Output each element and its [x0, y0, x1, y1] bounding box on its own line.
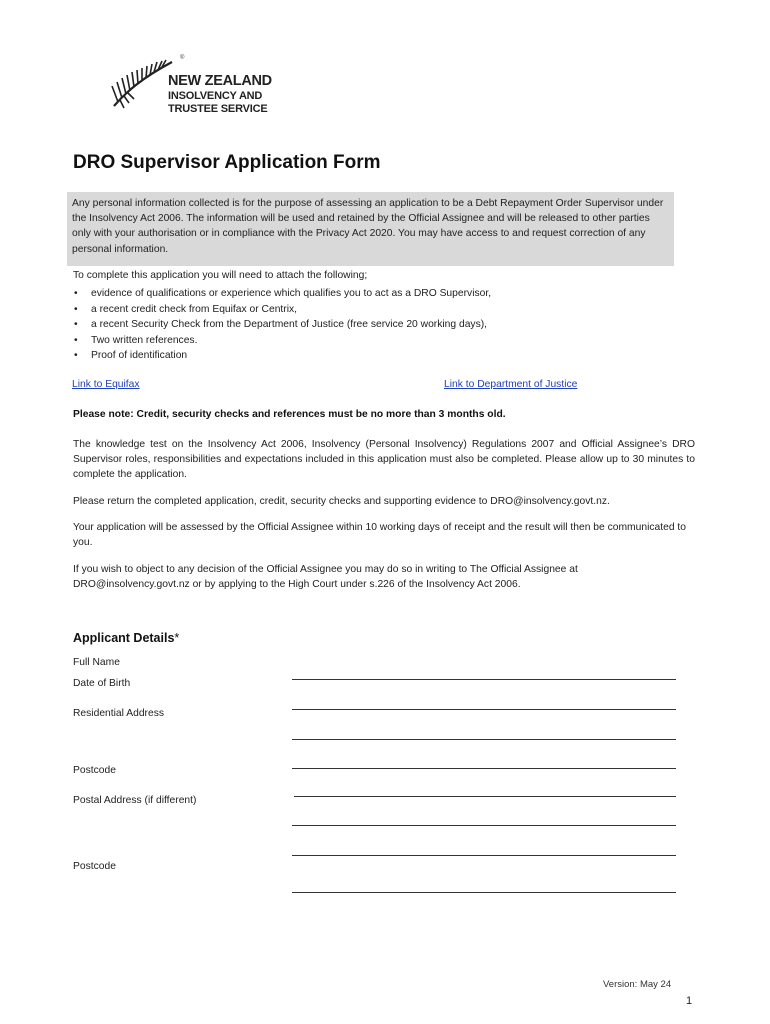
objection-paragraph: If you wish to object to any decision of the Official Assignee you may do so in writing to The Official Assignee at DRO@insolvency.govt.nz or by applying to the High Court under s.226 of the Insolvency Act 2006. — [73, 564, 578, 591]
list-item: • a recent credit check from Equifax or Centrix, — [73, 302, 491, 318]
justice-link[interactable]: Link to Department of Justice — [444, 379, 578, 390]
full-name-field[interactable] — [292, 679, 676, 680]
residential-address-label: Residential Address — [73, 708, 165, 719]
list-item: • evidence of qualifications or experience which qualifies you to act as a DRO Supervisor, — [73, 286, 491, 302]
section-title: Applicant Details — [73, 631, 175, 645]
applicant-details-heading — [73, 631, 179, 645]
privacy-notice: Any personal information collected is for the purpose of assessing an application to be a Debt Repayment Order Supervisor under the Insolvency Act 2006. The information will be used and retained by the Official Assignee and will be released to other parties only with your authorisation or in compliance with the Privacy Act 2020. You may have access to and request correction of any personal information. — [67, 192, 674, 266]
residential-address-field-1[interactable] — [292, 739, 676, 740]
assessment-paragraph: Your application will be assessed by the Official Assignee within 10 working days of receipt and the result will then be communicated to you. — [73, 522, 687, 549]
full-name-label: Full Name — [73, 657, 120, 668]
requirements-list — [73, 286, 491, 364]
page-title: DRO Supervisor Application Form — [73, 152, 381, 173]
postal-postcode-field[interactable] — [292, 892, 676, 893]
return-paragraph: Please return the completed application, credit, security checks and supporting evidence to DRO@insolvency.govt.nz. — [73, 496, 610, 507]
version-label: Version: May 24 — [603, 979, 672, 990]
postcode-field[interactable] — [294, 796, 676, 797]
residential-address-field-2[interactable] — [292, 768, 676, 769]
logo-text — [168, 74, 272, 115]
registered-mark: ® — [180, 55, 185, 61]
dob-label: Date of Birth — [73, 678, 131, 689]
logo-line-1: NEW ZEALAND — [168, 73, 272, 89]
postcode-label: Postcode — [73, 765, 116, 776]
postal-address-field-2[interactable] — [292, 855, 676, 856]
page-number: 1 — [686, 995, 693, 1007]
logo-line-2: INSOLVENCY AND — [168, 89, 263, 102]
postal-address-label: Postal Address (if different) — [73, 795, 197, 806]
postal-address-field-1[interactable] — [292, 825, 676, 826]
logo-line-3: TRUSTEE SERVICE — [168, 102, 268, 115]
silver-fern-icon — [108, 56, 174, 112]
list-item: • a recent Security Check from the Department of Justice (free service 20 working days), — [73, 317, 491, 333]
required-mark: * — [174, 631, 180, 645]
checks-note: Please note: Credit, security checks and references must be no more than 3 months old. — [73, 409, 506, 420]
list-item: • Two written references. — [73, 333, 491, 349]
equifax-link[interactable]: Link to Equifax — [72, 379, 140, 390]
postal-postcode-label: Postcode — [73, 861, 116, 872]
knowledge-test-paragraph: The knowledge test on the Insolvency Act 2006, Insolvency (Personal Insolvency) Regulations 2007 and Official Assignee’s DRO Supervisor roles, responsibilities and expectations included in this application must also be completed. Please allow up to 30 minutes to complete the application. — [73, 439, 695, 481]
dob-field[interactable] — [292, 709, 676, 710]
requirements-intro: To complete this application you will need to attach the following; — [73, 270, 368, 281]
list-item: • Proof of identification — [73, 348, 491, 364]
